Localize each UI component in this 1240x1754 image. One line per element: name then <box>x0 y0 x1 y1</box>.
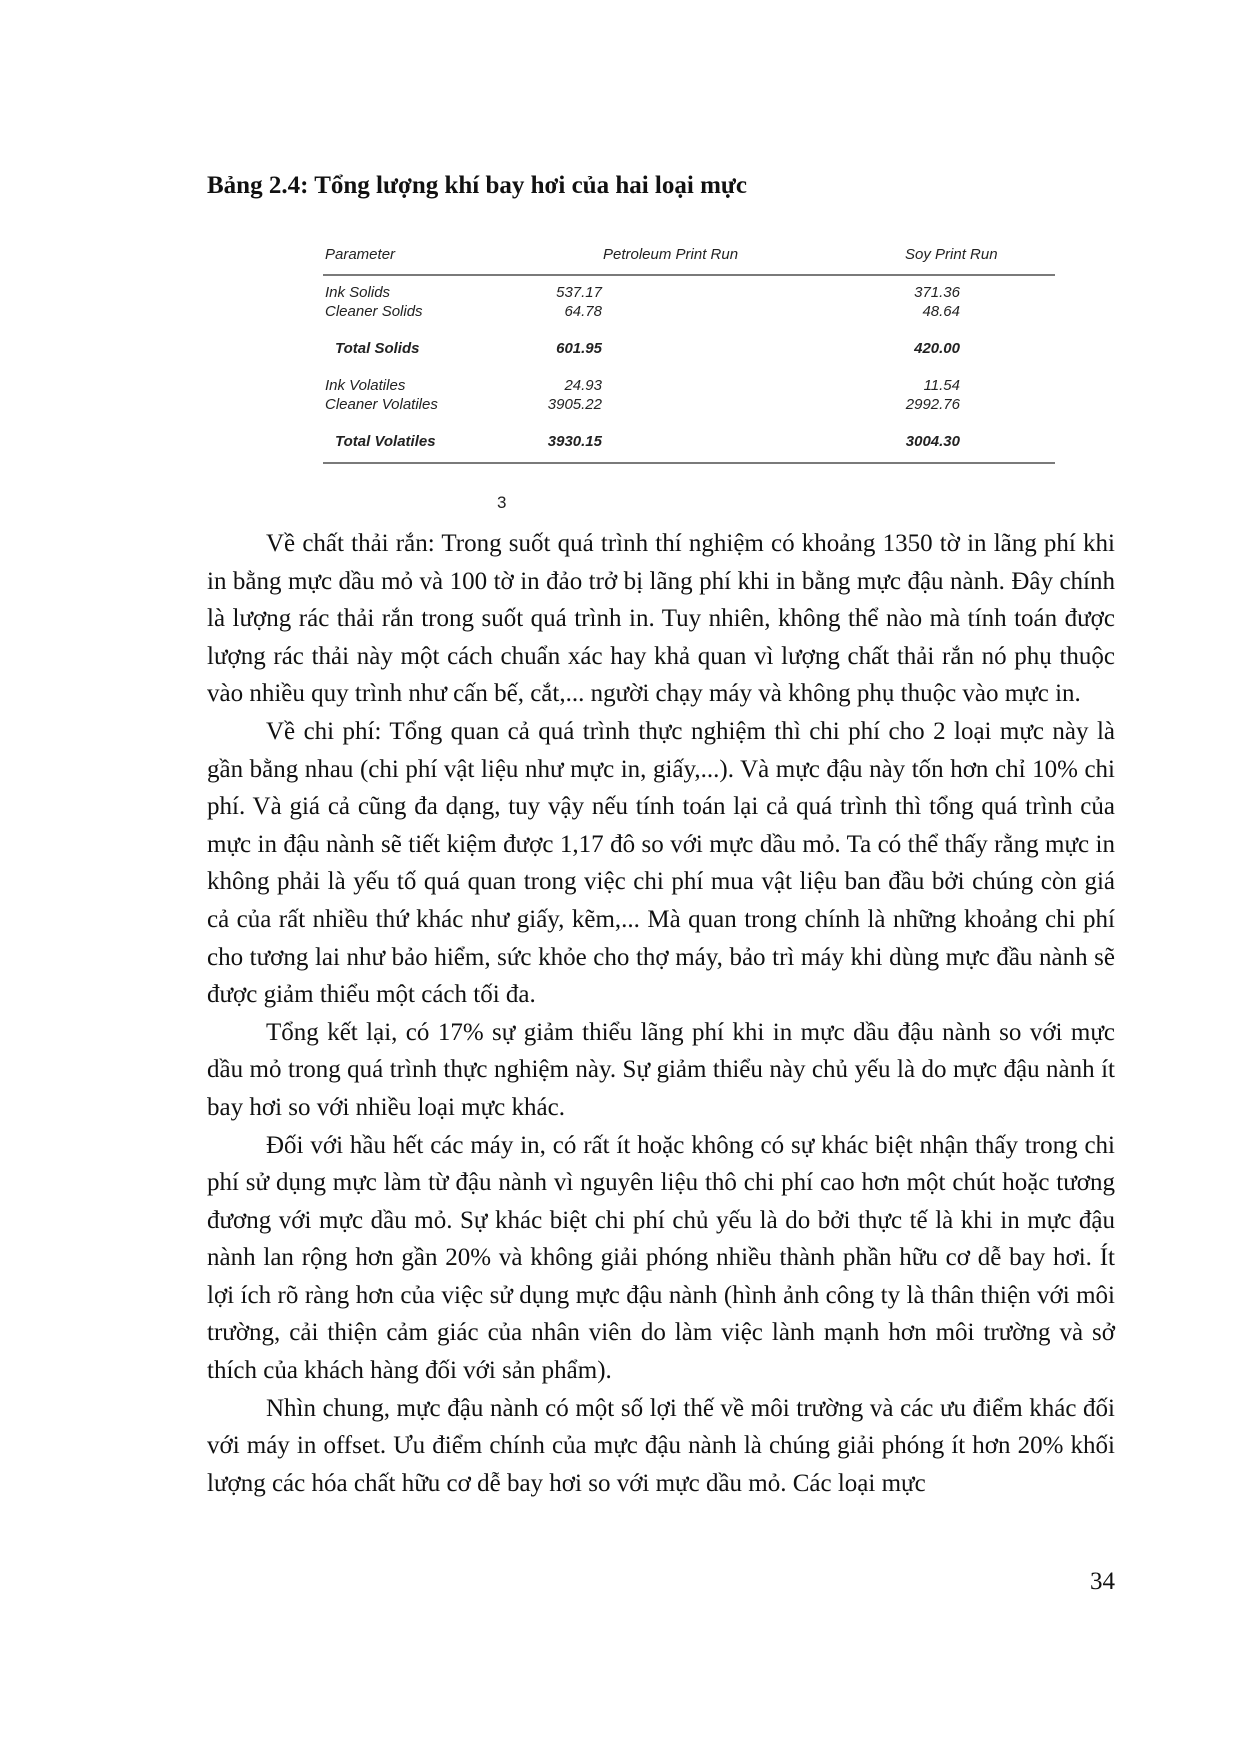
row-label: Ink Volatiles <box>325 377 406 394</box>
row-label: Ink Solids <box>325 284 391 301</box>
petroleum-value: 24.93 <box>564 377 602 394</box>
petroleum-value: 537.17 <box>556 284 602 301</box>
header-petroleum: Petroleum Print Run <box>603 246 739 263</box>
paragraph: Đối với hầu hết các máy in, có rất ít hoặc không có sự khác biệt nhận thấy trong chi phí sử dụng mực làm từ đậu nành vì nguyên liệu thô chi phí cao hơn một chút hoặc tương đương với mực dầu mỏ. Sự khác biệt chi phí chủ yếu là do bởi thực tế là khi in mực đậu nành lan rộng hơn gần 20% và không giải phóng nhiều thành phần hữu cơ dễ bay hơi. Ít lợi ích rõ ràng hơn của việc sử dụng mực đậu nành (hình ảnh công ty là thân thiện với môi trường, cải thiện cảm giác của nhân viên do làm việc lành mạnh hơn môi trường và sở thích của khách hàng đối với sản phẩm). <box>207 1131 1115 1385</box>
table-row <box>323 284 1055 303</box>
row-label: Cleaner Volatiles <box>325 396 438 413</box>
table-caption: Bảng 2.4: Tổng lượng khí bay hơi của hai loại mực <box>207 172 747 199</box>
paragraph: Nhìn chung, mực đậu nành có một số lợi thế về môi trường và các ưu điểm khác đối với máy in offset. Ưu điểm chính của mực đậu nành là chúng giải phóng ít hơn 20% khối lượng các hóa chất hữu cơ dễ bay hơi so với mực dầu mỏ. Các loại mực <box>207 1394 1115 1497</box>
petroleum-value: 601.95 <box>556 340 602 357</box>
table-row <box>323 377 1055 396</box>
soy-value: 420.00 <box>914 340 960 357</box>
soy-value: 371.36 <box>914 284 960 301</box>
volatiles-table <box>323 244 1055 464</box>
table-row <box>323 396 1055 415</box>
body-text <box>207 525 1115 1502</box>
row-label: Total Volatiles <box>335 433 436 450</box>
paragraph: Về chi phí: Tổng quan cả quá trình thực nghiệm thì chi phí cho 2 loại mực này là gần bằng nhau (chi phí vật liệu như mực in, giấy,...). Và mực đậu này tốn hơn chỉ 10% chi phí. Và giá cả cũng đa dạng, tuy vậy nếu tính toán lại cả quá trình thì tổng quá trình của mực in đậu nành sẽ tiết kiệm được 1,17 đô so với mực dầu mỏ. Ta có thể thấy rằng mực in không phải là yếu tố quá quan trong việc chi phí mua vật liệu ban đầu bởi chúng còn giá cả của rất nhiều thứ khác như giấy, kẽm,... Mà quan trong chính là những khoảng chi phí cho tương lai như bảo hiểm, sức khỏe cho thợ máy, bảo trì máy khi dùng mực đầu nành sẽ được giảm thiểu một cách tối đa. <box>207 717 1115 1009</box>
table-bottom-rule <box>323 462 1055 464</box>
petroleum-value: 64.78 <box>564 303 602 320</box>
soy-value: 3004.30 <box>905 433 960 450</box>
page-number: 34 <box>1090 1568 1115 1595</box>
table-header <box>323 244 1055 276</box>
table-row <box>323 303 1055 322</box>
header-parameter: Parameter <box>325 246 396 263</box>
paragraph: Tổng kết lại, có 17% sự giảm thiểu lãng phí khi in mực dầu đậu nành so với mực dầu mỏ trong quá trình thực nghiệm này. Sự giảm thiểu này chủ yếu là do mực đậu nành ít bay hơi so với nhiều loại mực khác. <box>207 1018 1115 1121</box>
header-soy: Soy Print Run <box>905 246 998 263</box>
row-label: Total Solids <box>335 340 420 357</box>
soy-value: 2992.76 <box>905 396 960 413</box>
soy-value: 48.64 <box>922 303 960 320</box>
petroleum-value: 3905.22 <box>547 396 602 413</box>
paragraph: Về chất thải rắn: Trong suốt quá trình thí nghiệm có khoảng 1350 tờ in lãng phí khi in bằng mực dầu mỏ và 100 tờ in đảo trở bị lãng phí khi in bằng mực đậu nành. Đây chính là lượng rác thải rắn trong suốt quá trình in. Tuy nhiên, không thể nào mà tính toán được lượng rác thải này một cách chuẩn xác hay khả quan vì lượng chất thải rắn nó phụ thuộc vào nhiều quy trình như cấn bế, cắt,... người chạy máy và không phụ thuộc vào mực in. <box>207 530 1115 708</box>
soy-value: 11.54 <box>923 377 960 394</box>
row-label: Cleaner Solids <box>325 303 423 320</box>
petroleum-value: 3930.15 <box>547 433 602 450</box>
footnote-marker: 3 <box>497 493 507 512</box>
table-row-total <box>323 340 1055 359</box>
table-row-total <box>323 433 1055 452</box>
